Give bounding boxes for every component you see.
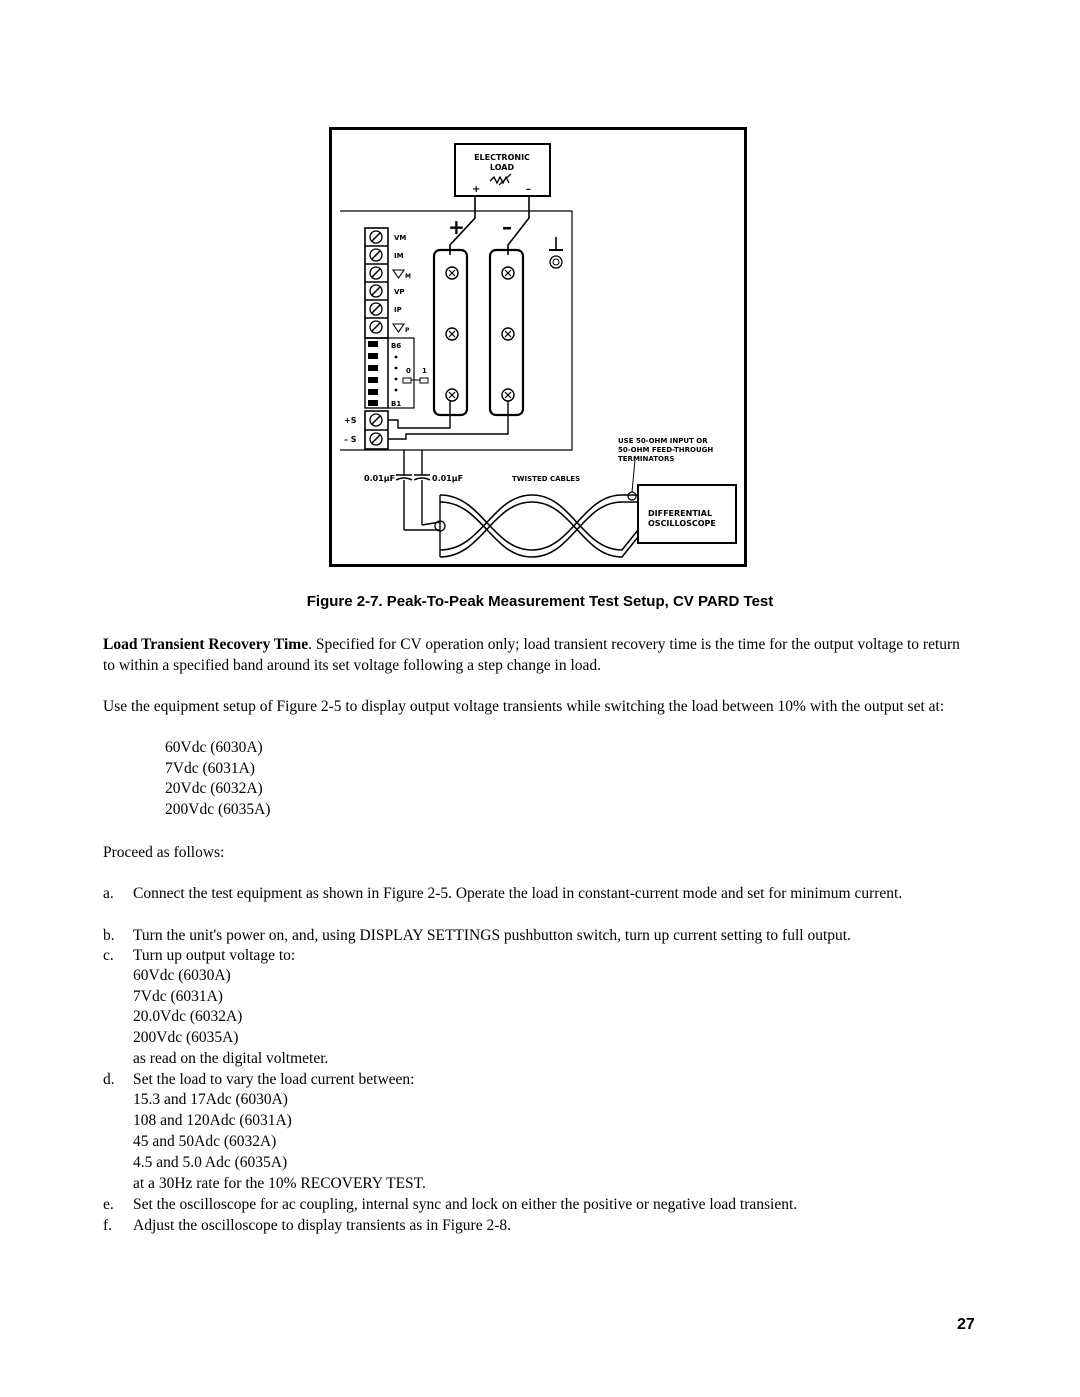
step-sub-item: 45 and 50Adc (6032A): [133, 1133, 277, 1150]
electronic-load-label-1: ELECTRONIC: [474, 153, 530, 162]
step-sub-item: 200Vdc (6035A): [133, 1029, 239, 1046]
term-vm-label: VM: [394, 234, 407, 242]
output-setting-item: 60Vdc (6030A): [165, 739, 263, 756]
figure-caption: Figure 2-7. Peak-To-Peak Measurement Test Setup, CV PARD Test: [306, 593, 774, 610]
section-heading: Load Transient Recovery Time: [103, 636, 309, 653]
note-line-2: 50-OHM FEED-THROUGH: [618, 446, 714, 454]
switch-b1-label: B1: [391, 400, 402, 408]
sense-plus-label: +S: [344, 416, 357, 425]
step-sub-item: 108 and 120Adc (6031A): [133, 1112, 292, 1129]
note-line-1: USE 50-OHM INPUT OR: [618, 437, 708, 445]
intro-paragraph: [103, 635, 973, 676]
step-label: e.: [103, 1196, 114, 1213]
step-label: f.: [103, 1217, 113, 1234]
output-setting-item: 20Vdc (6032A): [165, 780, 263, 797]
note-line-3: TERMINATORS: [618, 455, 675, 463]
step-label: d.: [103, 1071, 115, 1088]
step-label: a.: [103, 885, 114, 902]
output-setting-item: 7Vdc (6031A): [165, 760, 255, 777]
term-p-label: P: [405, 327, 410, 334]
cap1-label: 0.01µF: [364, 474, 396, 483]
term-vp-label: VP: [394, 288, 405, 296]
step-sub-item: 15.3 and 17Adc (6030A): [133, 1091, 288, 1108]
sense-minus-label: – S: [344, 435, 357, 444]
switch-1-label: 1: [422, 367, 427, 375]
step-sub-item: as read on the digital voltmeter.: [133, 1050, 329, 1067]
output-minus-label: –: [502, 215, 512, 239]
output-setting-item: 200Vdc (6035A): [165, 801, 271, 818]
step-sub-item: 20.0Vdc (6032A): [133, 1008, 243, 1025]
term-ip-label: IP: [394, 306, 402, 314]
ground-symbol: [393, 270, 404, 278]
figure-diagram: [329, 127, 747, 567]
ground-symbol: [393, 324, 404, 332]
load-plus-label: +: [472, 184, 481, 195]
load-minus-label: –: [526, 184, 531, 195]
term-m-label: M: [405, 273, 411, 280]
step-text: Set the load to vary the load current between:: [133, 1071, 415, 1088]
step-text: Turn up output voltage to:: [133, 947, 296, 964]
intro-text: . Specified for CV operation only; load transient recovery time is the time for the output voltage to return to within a specified band around its set voltage following a step change in load.: [103, 636, 960, 674]
step-text: Set the oscilloscope for ac coupling, internal sync and lock on either the positive or negative load transient.: [133, 1196, 798, 1213]
step-label: b.: [103, 927, 115, 944]
term-im-label: IM: [394, 252, 404, 260]
step-text: Connect the test equipment as shown in Figure 2-5. Operate the load in constant-current mode and set for minimum current.: [133, 885, 903, 902]
electronic-load-label-2: LOAD: [489, 163, 515, 172]
scope-label-2: OSCILLOSCOPE: [648, 519, 716, 528]
scope-label-1: DIFFERENTIAL: [648, 509, 713, 518]
step-sub-item: 7Vdc (6031A): [133, 988, 223, 1005]
step-text: Turn the unit's power on, and, using DISPLAY SETTINGS pushbutton switch, turn up current setting to full output.: [133, 927, 851, 944]
cap2-label: 0.01µF: [432, 474, 464, 483]
step-label: c.: [103, 947, 114, 964]
step-sub-item: at a 30Hz rate for the 10% RECOVERY TEST.: [133, 1175, 426, 1192]
test-setup-diagram: [332, 130, 744, 564]
output-plus-label: +: [448, 215, 465, 239]
switch-block: [365, 338, 388, 408]
setup-paragraph: Use the equipment setup of Figure 2-5 to display output voltage transients while switching the load between 10% with the output set at:: [103, 698, 945, 715]
twisted-cables-label: TWISTED CABLES: [512, 475, 581, 483]
proceed-text: Proceed as follows:: [103, 844, 225, 861]
switch-b6-label: B6: [391, 342, 402, 350]
step-sub-item: 60Vdc (6030A): [133, 967, 231, 984]
switch-0-label: 0: [406, 367, 411, 375]
page-number: 27: [957, 1316, 975, 1333]
twisted-cable-pair: [440, 495, 638, 557]
step-text: Adjust the oscilloscope to display transients as in Figure 2-8.: [133, 1217, 511, 1234]
step-sub-item: 4.5 and 5.0 Adc (6035A): [133, 1154, 288, 1171]
